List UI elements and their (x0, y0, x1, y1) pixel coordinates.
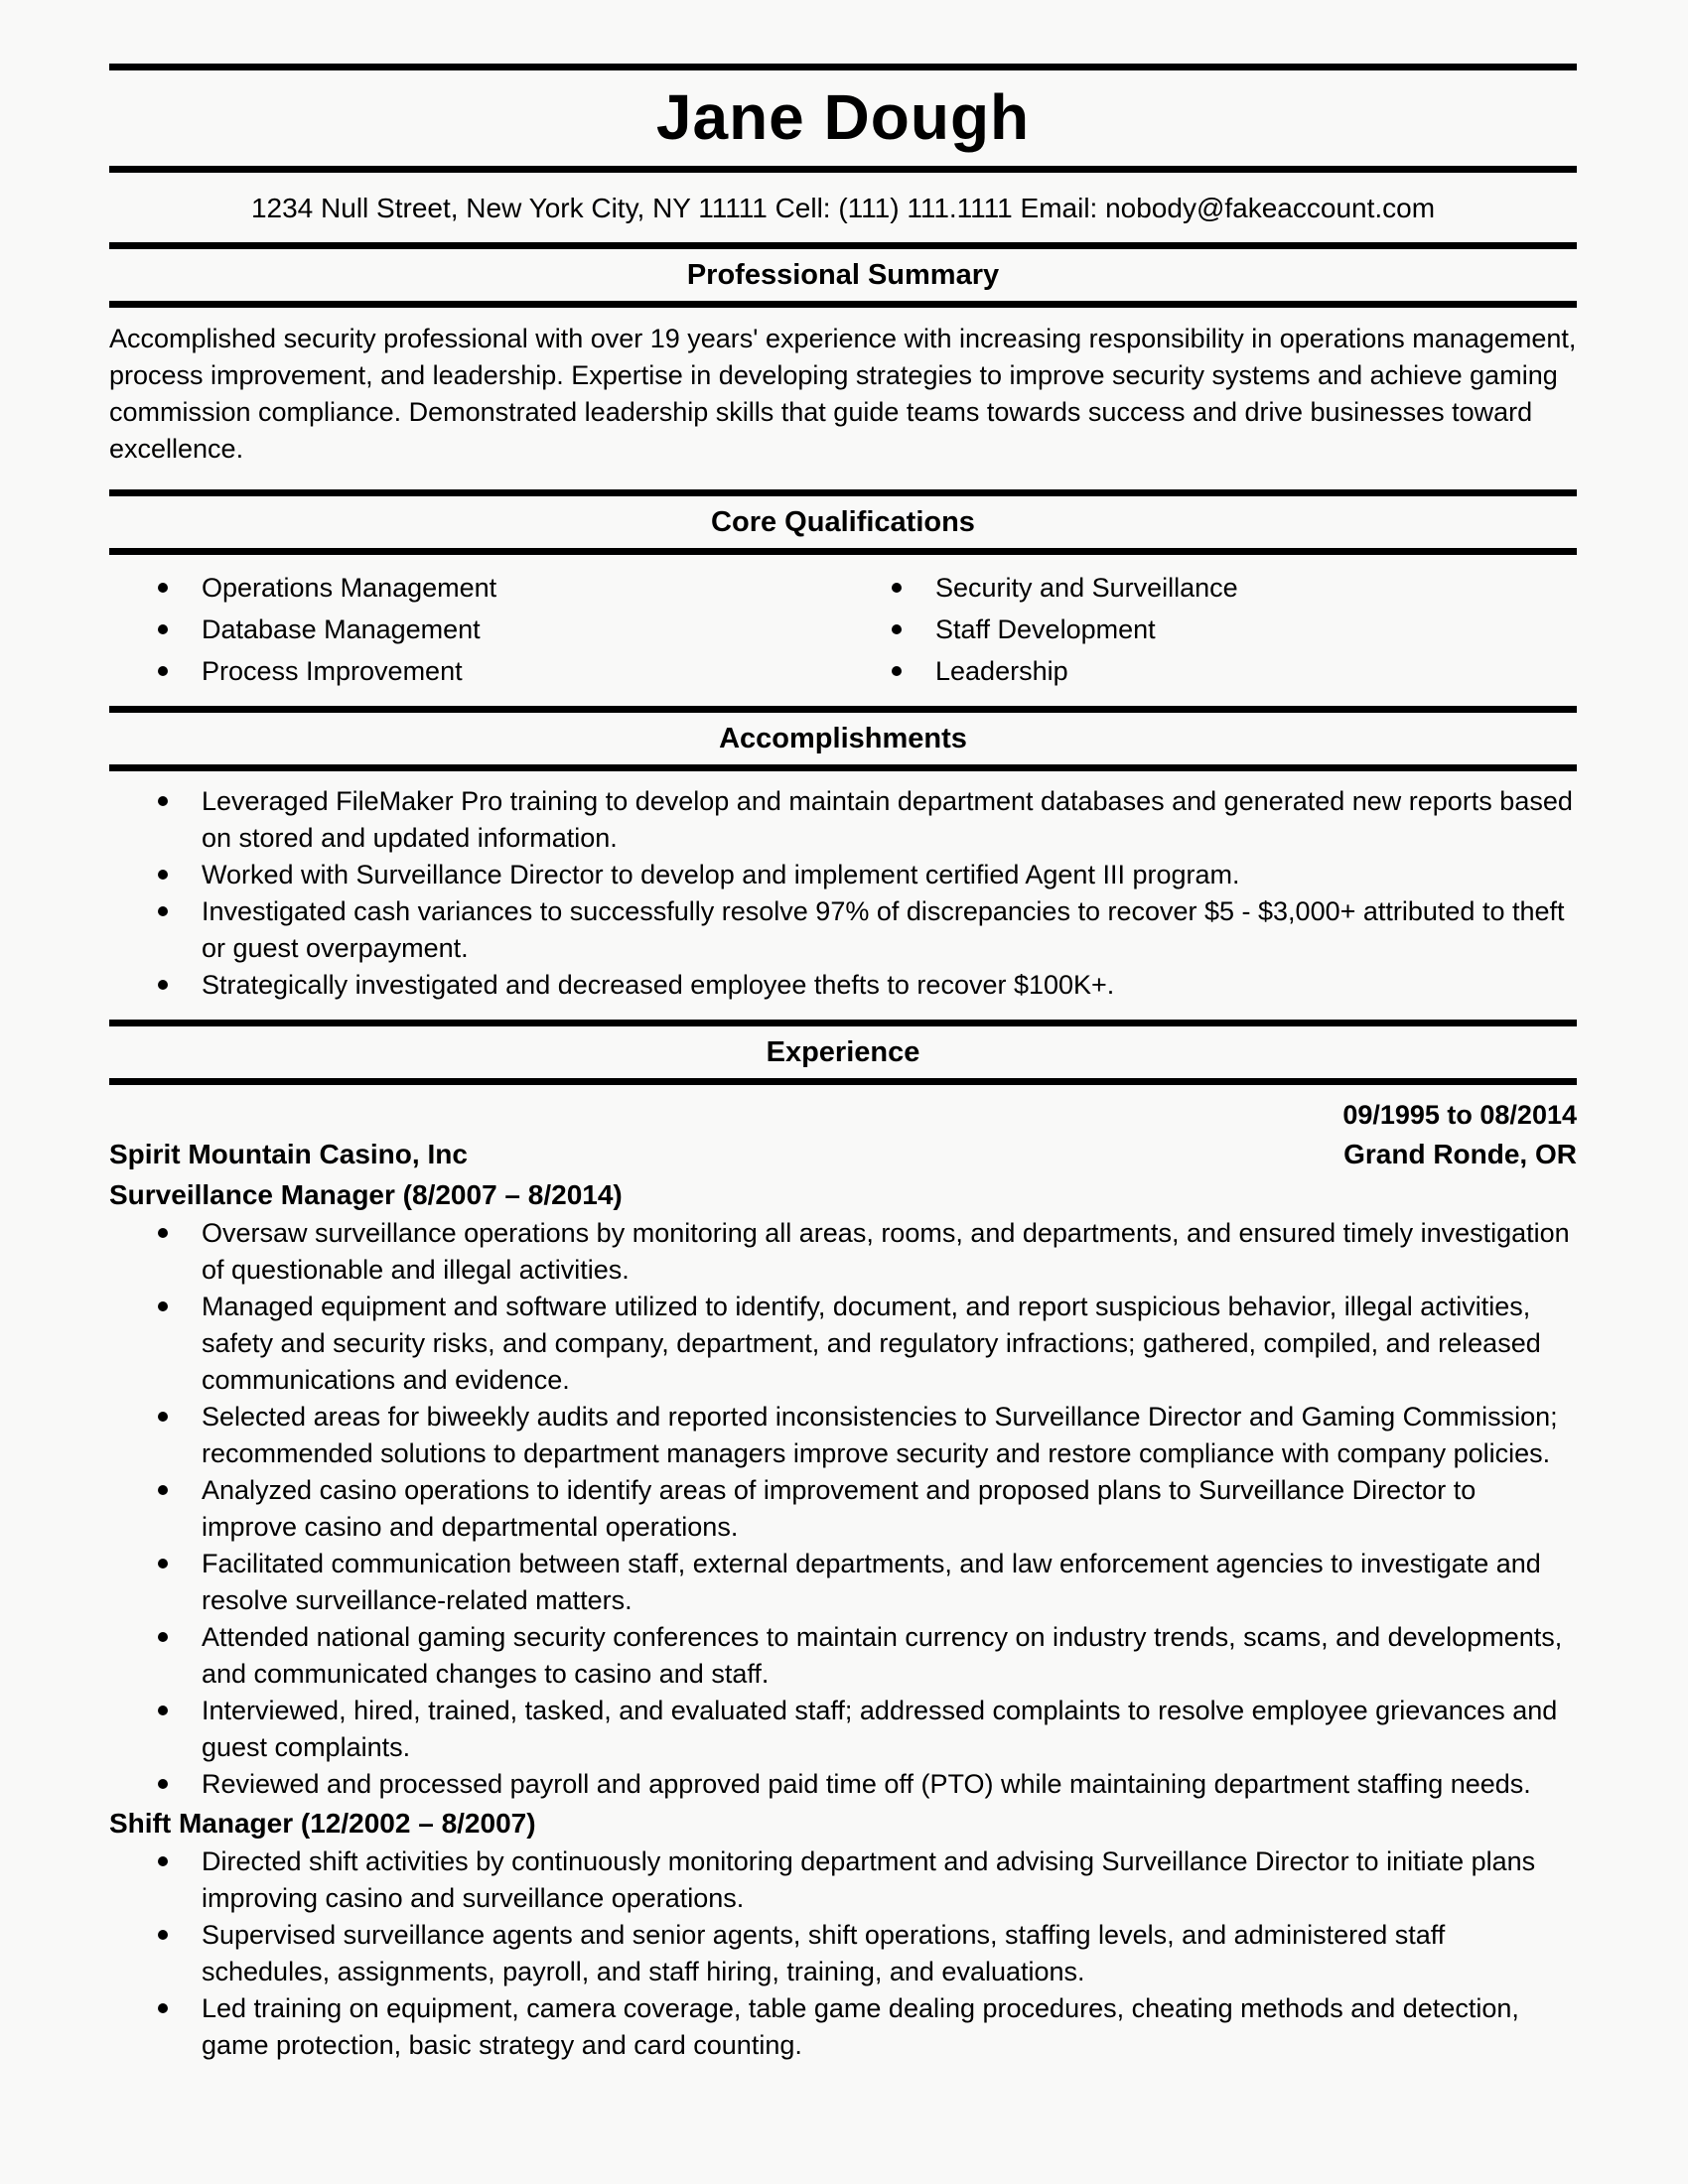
accomplishments-list-wrap (109, 771, 1577, 1020)
person-name: Jane Dough (655, 81, 1031, 153)
surveillance-manager-bullet-list (109, 1215, 1577, 1803)
experience-bullet: Interviewed, hired, trained, tasked, and evaluated staff; addressed complaints to resolve employee grievances and guest complaints. (109, 1693, 1577, 1766)
accomplishment-item: Strategically investigated and decreased employee thefts to recover $100K+. (109, 967, 1577, 1004)
company-location: Grand Ronde, OR (1343, 1139, 1577, 1169)
horizontal-rule (109, 706, 1577, 713)
horizontal-rule (109, 489, 1577, 496)
horizontal-rule (109, 764, 1577, 771)
experience-bullet: Supervised surveillance agents and senior agents, shift operations, staffing levels, and administered staff schedules, assignments, payroll, and staff hiring, training, and evaluations. (109, 1917, 1577, 1990)
qualification-item: Security and Surveillance (843, 567, 1577, 609)
qualification-item: Operations Management (109, 567, 843, 609)
accomplishments-list (109, 783, 1577, 1004)
core-qualifications-columns (109, 555, 1577, 706)
experience-bullet: Attended national gaming security conferences to maintain currency on industry trends, scams, and developments, and communicated changes to casino and staff. (109, 1619, 1577, 1693)
section-title-core-qualifications: Core Qualifications (711, 506, 975, 538)
horizontal-rule (109, 1078, 1577, 1085)
qualification-item: Staff Development (843, 609, 1577, 650)
horizontal-rule (109, 1020, 1577, 1026)
experience-bullet: Managed equipment and software utilized to identify, document, and report suspicious behavior, illegal activities, safety and security risks, and company, department, and regulatory infractions; gathered, compiled, and released communications and evidence. (109, 1289, 1577, 1399)
section-title-professional-summary: Professional Summary (686, 259, 1000, 291)
qualification-item: Leadership (843, 650, 1577, 692)
horizontal-rule (109, 548, 1577, 555)
section-accomplishments (109, 706, 1577, 1020)
experience-bullet: Selected areas for biweekly audits and reported inconsistencies to Surveillance Director and Gaming Commission; recommended solutions to department managers improve security and restore compliance with company policies. (109, 1399, 1577, 1472)
section-title-experience: Experience (766, 1036, 920, 1068)
role-title-shift-manager: Shift Manager (12/2002 – 8/2007) (109, 1808, 536, 1839)
summary-paragraph: Accomplished security professional with over 19 years' experience with increasing responsibility in operations management, process improvement, and leadership. Expertise in developing strategies to improve security systems and achieve gaming commission compliance. Demonstrated leadership skills that guide teams towards success and drive businesses toward excellence. (109, 324, 1577, 464)
accomplishment-item: Leveraged FileMaker Pro training to develop and maintain department databases and generated new reports based on stored and updated information. (109, 783, 1577, 857)
experience-bullet: Facilitated communication between staff, external departments, and law enforcement agencies to investigate and resolve surveillance-related matters. (109, 1546, 1577, 1619)
company-name: Spirit Mountain Casino, Inc (109, 1139, 468, 1169)
horizontal-rule (109, 242, 1577, 249)
experience-bullet: Led training on equipment, camera coverage, table game dealing procedures, cheating methods and detection, game protection, basic strategy and card counting. (109, 1990, 1577, 2064)
experience-bullet: Oversaw surveillance operations by monitoring all areas, rooms, and departments, and ensured timely investigation of questionable and illegal activities. (109, 1215, 1577, 1289)
horizontal-rule (109, 301, 1577, 308)
horizontal-rule (109, 166, 1577, 173)
section-professional-summary (109, 242, 1577, 489)
experience-company-row (109, 1134, 1577, 1174)
qualification-item: Process Improvement (109, 650, 843, 692)
accomplishment-item: Worked with Surveillance Director to develop and implement certified Agent III program. (109, 857, 1577, 893)
horizontal-rule (109, 64, 1577, 70)
section-title-accomplishments: Accomplishments (719, 723, 967, 754)
section-core-qualifications (109, 489, 1577, 706)
role-title-surveillance-manager: Surveillance Manager (8/2007 – 8/2014) (109, 1179, 623, 1210)
experience-bullet: Reviewed and processed payroll and approved paid time off (PTO) while maintaining department staffing needs. (109, 1766, 1577, 1803)
section-experience (109, 1020, 1577, 2064)
contact-line: 1234 Null Street, New York City, NY 11111 Cell: (111) 111.1111 Email: nobody@fakeaccount.com (250, 193, 1436, 223)
experience-bullet: Directed shift activities by continuously monitoring department and advising Surveillance Director to initiate plans improving casino and surveillance operations. (109, 1843, 1577, 1917)
accomplishment-item: Investigated cash variances to successfully resolve 97% of discrepancies to recover $5 - $3,000+ attributed to theft or guest overpayment. (109, 893, 1577, 967)
qualification-item: Database Management (109, 609, 843, 650)
experience-bullet: Analyzed casino operations to identify areas of improvement and proposed plans to Surveillance Director to improve casino and departmental operations. (109, 1472, 1577, 1546)
core-qualifications-left-list (109, 567, 843, 692)
core-qualifications-right-list (843, 567, 1577, 692)
shift-manager-bullet-list (109, 1843, 1577, 2064)
experience-date-range: 09/1995 to 08/2014 (1342, 1100, 1577, 1130)
